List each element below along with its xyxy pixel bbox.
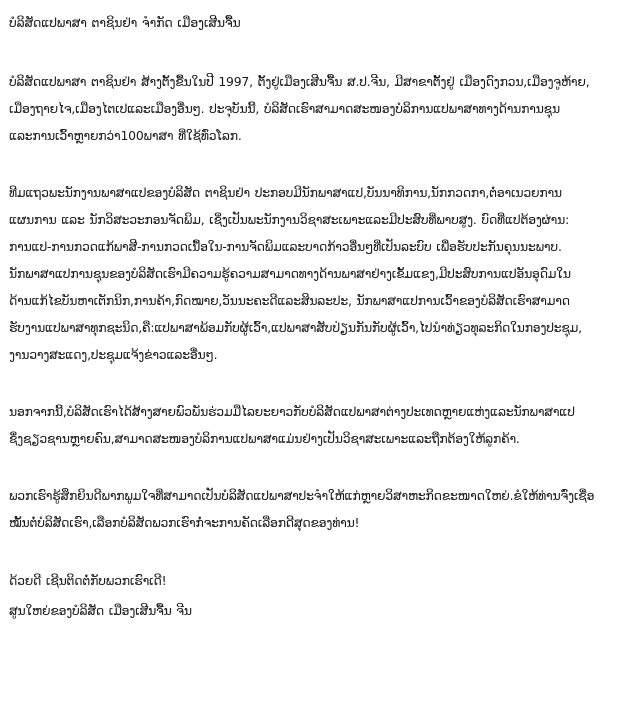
- text-line: ການແປ-ການກວດແກ້ພາສີ-ການກວດເນື້ອໃນ-ການຈັດພິມແລະບາດກ້າວອື່ນໆທີ່ເປັນລະບົບ ເພື່ອຮັບປະກັນຄຸນນະພາບ.: [9, 239, 562, 254]
- text-line: ຊຶ່ງຊຽວຊານຫຼາຍຄົນ,ສາມາດສະໜອງບໍລິການແປພາສາແມ່ນຢ່າງເປັນວິຊາສະເພາະແລະຖືກຕ້ອງໃຫ້ລູກຄ້າ.: [9, 431, 520, 446]
- text-line: ພວກເຮົາຮູ້ສຶກຍິນດີພາກພູມໃຈທີ່ສາມາດເປັນບໍລິສັດແປພາສາປະຈຳໃຫ້ແກ່ຫຼາຍວິສາຫະກິດຂະໜາດໃຫຍ່.ຂໍໃຫ້ທ່ານຈົ່ງເຊື່ອ: [9, 488, 595, 503]
- text-line: ໝັ້ນຕໍ່ບໍລິສັດເຮົາ,ເລືອກບໍລິສັດພວກເຮົາກໍ່ຈະການຄັດເລືອກດີສຸດຂອງທ່ານ!: [9, 515, 360, 530]
- document-title: ບໍລິສັດແປພາສາ ຕາຊິນຢ່າ ຈຳກັດ ເມືອງເສີນຈື້ນ: [9, 15, 241, 30]
- text-line: ແລະການເວົ້າຫຼາຍກວ່າ100ພາສາ ທີ່ໃຊ້ທົ່ວໂລກ.: [9, 128, 242, 143]
- closing-greeting: ດ້ວຍດີ ເຊີນຕິດຕໍ່ກັບພວກເຮົາເດີ!: [9, 573, 167, 588]
- paragraph-team: [9, 179, 613, 368]
- paragraph-commitment: [9, 482, 613, 536]
- text-line: ບໍລິສັດແປພາສາ ຕາຊິນຢ່າ ສ້າງຕັ້ງຂື້ນໃນປີ 1997, ຕັ້ງຢູ່ເມືອງເສີນຈື້ນ ສ.ປ.ຈີນ, ມີສາຂາຕັ້ງຢູ່ ເມືອງດົງກວນ,ເມືອງຈູຫ້າຍ,: [9, 74, 590, 89]
- text-line: ທີມແຖວພະນັກງານພາສາແປຂອງບໍລິສັດ ຕາຊິນຢ່າ ປະກອບມີນັກພາສາແປ,ບັນນາທິການ,ນັກກວດກາ,ຕໍ່ອາເນວຍການ: [9, 185, 562, 200]
- closing-block: [9, 566, 613, 626]
- paragraph-intro: [9, 68, 613, 149]
- text-line: ນັກພາສາແປການຊຸນຂອງບໍລິສັດເຮົາມີຄວາມຮູ້ຄວາມສາມາດທາງດ້ານພາສາຢ່າງເຂັ້ມແຂງ,ມີປະສົບການແປອັນອຸດົມໃນ: [9, 266, 571, 281]
- text-line: ເມືອງຖາຍໄຈ,ເມືອງໄຕເປແລະເມືອງອື່ນໆ. ປະຈຸບັນນີ້, ບໍລິສັດເຮົາສາມາດສະໜອງບໍລິການແປພາສາທາງດ້ານການຊຸນ: [9, 101, 560, 116]
- text-line: ງານວາງສະແດງ,ປະຊຸມແຈ້ງຂ່າວແລະອື່ນໆ.: [9, 347, 218, 362]
- closing-signature: ສູນໃຫຍ່ຂອງບໍລິສັດ ເມືອງເສີນຈື້ນ ຈີນ: [9, 603, 192, 618]
- text-line: ຮັບງານແປພາສາທຸກຊະນິດ,ຄື:ແປພາສາພ້ອມກັບຜູ້ເວົ້າ,ແປພາສາສັບປ່ຽນກັນກັບຜູ້ເວົ້າ,ໄປນຳທ່ຽວທຸລະກິດໃນກອງປະຊຸມ,: [9, 320, 582, 335]
- text-line: ດ້ານແກ້ໄຂບັນຫາເຕັກນິກ,ການຄ້າ,ກົດໝາຍ,ວັນນະຄະດີແລະສິນລະປະ, ນັກພາສາແປການເວົ້າຂອງບໍລິສັດເຮົາສາມາດ: [9, 293, 570, 308]
- text-line: ນອກຈາກນີ້,ບໍລິສັດເຮົາໄດ້ສ້າງສາຍພົວພັນຮ່ວມມືໄລຍະຍາວກັບບໍລິສັດແປພາສາຕ່າງປະເທດຫຼາຍແຫ່ງແລະນັກພາສາແປ: [9, 404, 575, 419]
- paragraph-partners: [9, 398, 613, 452]
- document-page: [9, 12, 613, 626]
- text-line: ແຜນການ ແລະ ນັກວິສະວະກອນຈັດພິມ, ເຊິ່ງເປັນພະນັກງານວິຊາສະເພາະແລະມີປະສົບທີ່ພາບສູງ. ບົດທີ່ແປຕ້ອງຜ່ານ:: [9, 212, 570, 227]
